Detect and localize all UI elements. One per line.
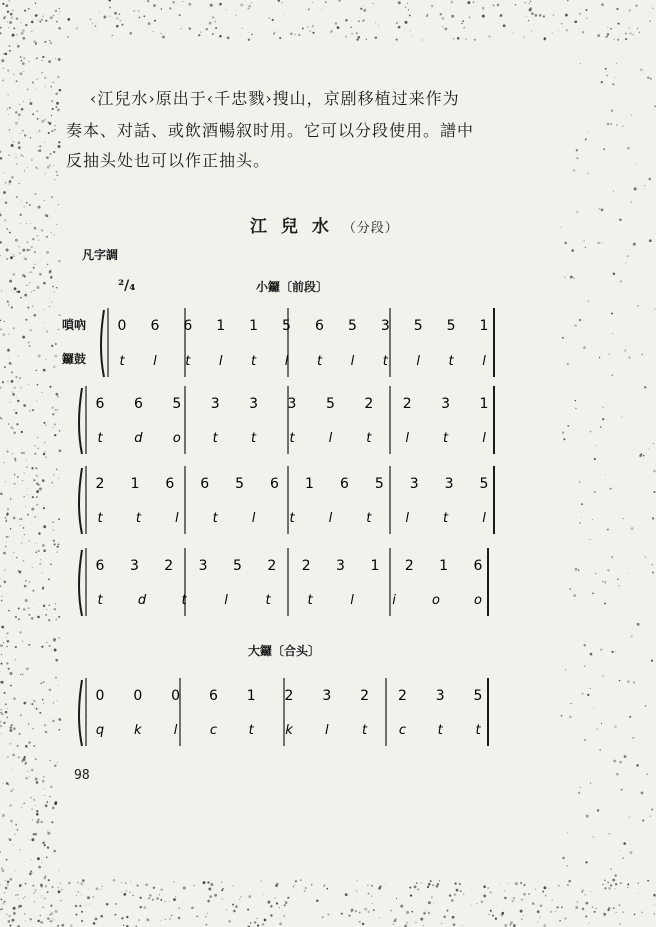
note-percussion: l <box>328 511 333 526</box>
note-percussion: l <box>405 431 410 446</box>
section-label-big-gong: 大鑼〔合头〕 <box>248 644 321 658</box>
note-suona: 3 <box>444 476 454 492</box>
note-suona: 5 <box>325 396 335 412</box>
note-percussion: l <box>416 354 421 369</box>
note-suona: 6 <box>165 476 175 492</box>
note-percussion: l <box>350 593 354 608</box>
note-suona: 0 <box>117 318 127 334</box>
intro-line-1: ‹江兒水›原出于‹千忠戮›搜山，京剧移植过来作为 <box>90 89 460 108</box>
note-suona: 2 <box>364 396 374 412</box>
note-suona: 6 <box>133 396 143 412</box>
note-suona: 6 <box>150 318 160 334</box>
note-suona: 3 <box>129 558 139 574</box>
note-suona: 6 <box>208 688 218 704</box>
note-suona: 3 <box>336 558 345 574</box>
system-bracket <box>101 310 104 377</box>
note-suona: 0 <box>133 688 143 704</box>
note-percussion: t <box>362 723 368 738</box>
note-suona: 6 <box>95 558 105 574</box>
piece-subtitle: （分段） <box>342 221 399 236</box>
note-suona: 6 <box>183 318 193 334</box>
note-percussion: t <box>307 593 313 608</box>
note-percussion: l <box>405 511 410 526</box>
note-suona: 3 <box>441 396 451 412</box>
note-suona: 5 <box>479 476 489 492</box>
note-percussion: l <box>153 354 157 369</box>
note-percussion: t <box>251 431 257 446</box>
note-suona: 5 <box>235 476 245 492</box>
note-percussion: o <box>432 593 440 608</box>
note-percussion: k <box>285 723 293 738</box>
note-suona: 1 <box>370 558 380 574</box>
note-percussion: t <box>119 354 125 369</box>
system-bracket <box>79 388 82 454</box>
note-percussion: l <box>251 511 256 526</box>
note-suona: 2 <box>164 558 174 574</box>
note-percussion: t <box>448 354 454 369</box>
piece-title-text: 江 兒 水 <box>250 217 333 237</box>
note-suona: 5 <box>282 318 291 334</box>
note-suona: 3 <box>249 396 259 412</box>
note-suona: 5 <box>347 318 357 334</box>
note-percussion: d <box>134 431 143 446</box>
note-percussion: i <box>392 593 396 608</box>
note-percussion: d <box>137 593 147 608</box>
note-percussion: t <box>181 593 187 608</box>
note-suona: 5 <box>413 318 423 334</box>
note-suona: 5 <box>446 318 456 334</box>
note-percussion: c <box>398 723 406 738</box>
note-suona: 1 <box>216 318 226 334</box>
note-percussion: o <box>172 431 181 446</box>
section-label-small-gong: 小鑼〔前段〕 <box>256 280 329 294</box>
note-percussion: l <box>482 431 486 446</box>
note-suona: 1 <box>130 476 140 492</box>
note-suona: 1 <box>246 688 256 704</box>
note-percussion: t <box>443 511 449 526</box>
note-suona: 2 <box>267 558 277 574</box>
note-suona: 6 <box>200 476 210 492</box>
note-percussion: t <box>289 431 295 446</box>
note-percussion: l <box>328 431 333 446</box>
note-percussion: t <box>97 593 103 608</box>
note-percussion: t <box>289 511 295 526</box>
intro-line-2: 奏本、对話、或飲酒暢叙时用。它可以分段使用。譜中 <box>66 121 475 140</box>
note-suona: 6 <box>339 476 349 492</box>
system-bracket <box>79 550 82 616</box>
note-percussion: t <box>248 723 254 738</box>
page-number: 98 <box>74 768 90 783</box>
note-percussion: l <box>324 723 329 738</box>
part-label-suona: 嗩吶 <box>62 318 87 332</box>
note-percussion: t <box>251 354 257 369</box>
note-suona: 1 <box>479 396 489 412</box>
note-percussion: t <box>316 354 323 369</box>
note-suona: 3 <box>198 558 208 574</box>
note-percussion: t <box>212 431 218 446</box>
note-suona: 3 <box>322 688 332 704</box>
note-suona: 5 <box>374 476 384 492</box>
note-suona: 0 <box>171 688 181 704</box>
note-suona: 6 <box>270 476 279 492</box>
note-suona: 0 <box>95 688 105 704</box>
note-percussion: t <box>212 511 218 526</box>
note-suona: 5 <box>172 396 182 412</box>
note-percussion: t <box>366 431 372 446</box>
note-suona: 6 <box>95 396 105 412</box>
note-suona: 2 <box>402 396 412 412</box>
note-suona: 3 <box>435 688 445 704</box>
note-suona: 5 <box>233 558 242 574</box>
note-percussion: t <box>265 593 271 608</box>
note-percussion: l <box>224 593 228 608</box>
part-label-gongs: 鑼鼓 <box>62 352 87 366</box>
note-percussion: t <box>97 431 103 446</box>
note-percussion: l <box>218 354 223 369</box>
note-percussion: l <box>174 511 179 526</box>
note-suona: 6 <box>473 558 483 574</box>
note-suona: 6 <box>315 318 324 334</box>
note-percussion: t <box>135 511 141 526</box>
note-percussion: q <box>95 723 105 738</box>
note-suona: 1 <box>439 558 449 574</box>
note-percussion: k <box>134 723 142 738</box>
note-suona: 2 <box>301 558 311 574</box>
note-percussion: l <box>284 354 289 369</box>
note-suona: 2 <box>360 688 370 704</box>
note-suona: 3 <box>409 476 419 492</box>
note-percussion: t <box>185 354 191 369</box>
note-percussion: l <box>350 354 355 369</box>
note-suona: 2 <box>397 688 407 704</box>
note-percussion: t <box>437 723 443 738</box>
note-suona: 5 <box>473 688 483 704</box>
time-signature: ²/₄ <box>118 278 136 294</box>
note-percussion: t <box>475 723 481 738</box>
note-suona: 1 <box>305 476 314 492</box>
note-percussion: l <box>482 354 486 369</box>
note-percussion: t <box>366 511 372 526</box>
note-suona: 1 <box>479 318 489 334</box>
note-suona: 2 <box>95 476 105 492</box>
note-percussion: t <box>443 431 449 446</box>
note-suona: 3 <box>210 396 220 412</box>
note-suona: 1 <box>249 318 259 334</box>
note-percussion: l <box>482 511 486 526</box>
note-percussion: l <box>173 723 178 738</box>
mode-label: 凡字調 <box>82 248 119 262</box>
note-suona: 3 <box>380 318 390 334</box>
note-suona: 2 <box>284 688 294 704</box>
intro-line-3: 反抽头处也可以作正抽头。 <box>66 151 271 170</box>
system-bracket <box>79 680 82 746</box>
note-percussion: o <box>474 593 482 608</box>
system-bracket <box>79 468 82 534</box>
note-suona: 3 <box>287 396 297 412</box>
note-percussion: t <box>97 511 103 526</box>
note-percussion: c <box>209 723 217 738</box>
note-suona: 2 <box>404 558 414 574</box>
note-percussion: t <box>382 354 388 369</box>
